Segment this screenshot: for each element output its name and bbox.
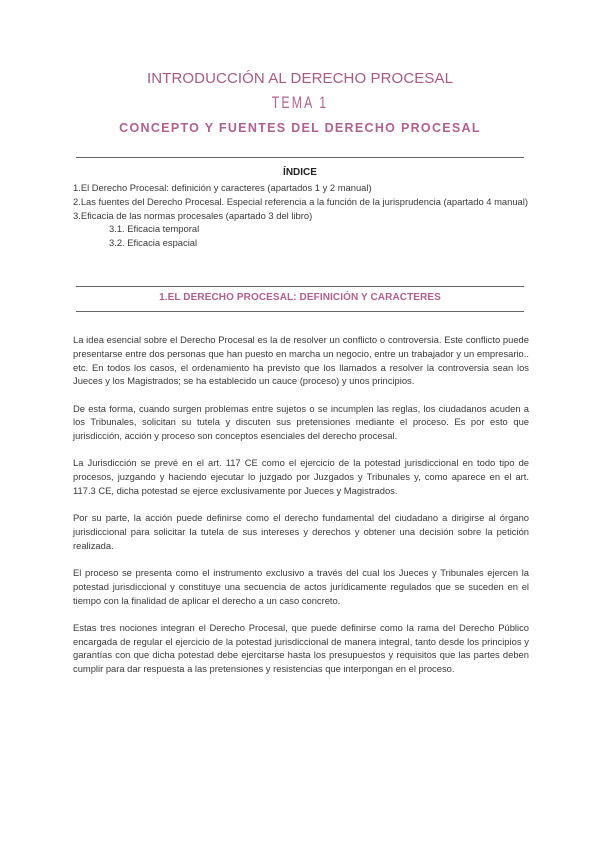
paragraph: El proceso se presenta como el instrumento exclusivo a través del cual los Jueces y Tribunales ejercen la potestad jurisdiccional y constituye una secuencia de actos jurídicamente regulados que se suceden en el tiempo con la finalidad de aplicar el derecho a un caso concreto. [73, 566, 529, 606]
divider-section-top [76, 286, 524, 287]
course-title: INTRODUCCIÓN AL DERECHO PROCESAL [146, 70, 454, 87]
paragraph: La idea esencial sobre el Derecho Procesal es la de resolver un conflicto o controversia. Este conflicto puede presentarse entre dos personas que han puesto en marcha un negocio, entre un trabajador y un empresario.. etc. En todos los casos, el ordenamiento ha previsto que los llamados a resolver la controversia sean los Jueces y los Magistrados; se ha establecido un cauce (proceso) y unos principios. [73, 334, 529, 387]
index-subitem: 3.1. Eficacia temporal [109, 223, 200, 235]
index-subitem: 3.2. Eficacia espacial [109, 237, 198, 249]
paragraph: Estas tres nociones integran el Derecho Procesal, que puede definirse como la rama del Derecho Público encargada de regular el ejercicio de la potestad jurisdiccional de manera integral, tanto desde los principios y garantías con que dicha potestad debe ejercitarse hasta los presupuestos y requisitos que las partes deben cumplir para dar respuesta a las pretensiones y resistencias que interpongan en el proceso. [73, 621, 529, 675]
index-item: 2.Las fuentes del Derecho Procesal. Especial referencia a la función de la jurisprudencia (apartado 4 manual) [73, 195, 528, 207]
section-body [73, 333, 529, 689]
index-item: 1.El Derecho Procesal: definición y caracteres (apartados 1 y 2 manual) [73, 182, 372, 193]
divider-section-bottom [76, 311, 524, 312]
index-heading: ÍNDICE [283, 167, 317, 178]
index-list [73, 181, 533, 250]
divider-top [76, 157, 524, 158]
paragraph: De esta forma, cuando surgen problemas entre sujetos o se incumplen las reglas, los ciudadanos acuden a los Tribunales, solicitan su tutela y discuten sus pretensiones mediante el proceso. Es por esto que jurisdicción, acción y proceso son conceptos esenciales del derecho procesal. [73, 402, 529, 442]
paragraph: La Jurisdicción se prevé en el art. 117 CE como el ejercicio de la potestad jurisdiccional en todo tipo de procesos, juzgando y haciendo ejecutar lo juzgado por Juzgados y Tribunales y, como aparece en el art. 117.3 CE, dicha potestad se ejerce exclusivamente por Jueces y Magistrados. [73, 457, 529, 496]
document-subtitle: CONCEPTO Y FUENTES DEL DERECHO PROCESAL [119, 121, 481, 135]
paragraph: Por su parte, la acción puede definirse como el derecho fundamental del ciudadano a dirigirse al órgano jurisdiccional para solicitar la tutela de sus intereses y derechos y obtener una decisión sobre la petición realizada. [73, 512, 529, 551]
section-heading: 1.EL DERECHO PROCESAL: DEFINICIÓN Y CARACTERES [159, 292, 441, 303]
index-item: 3.Eficacia de las normas procesales (apartado 3 del libro) [73, 209, 313, 221]
tema-number: TEMA 1 [271, 93, 329, 112]
